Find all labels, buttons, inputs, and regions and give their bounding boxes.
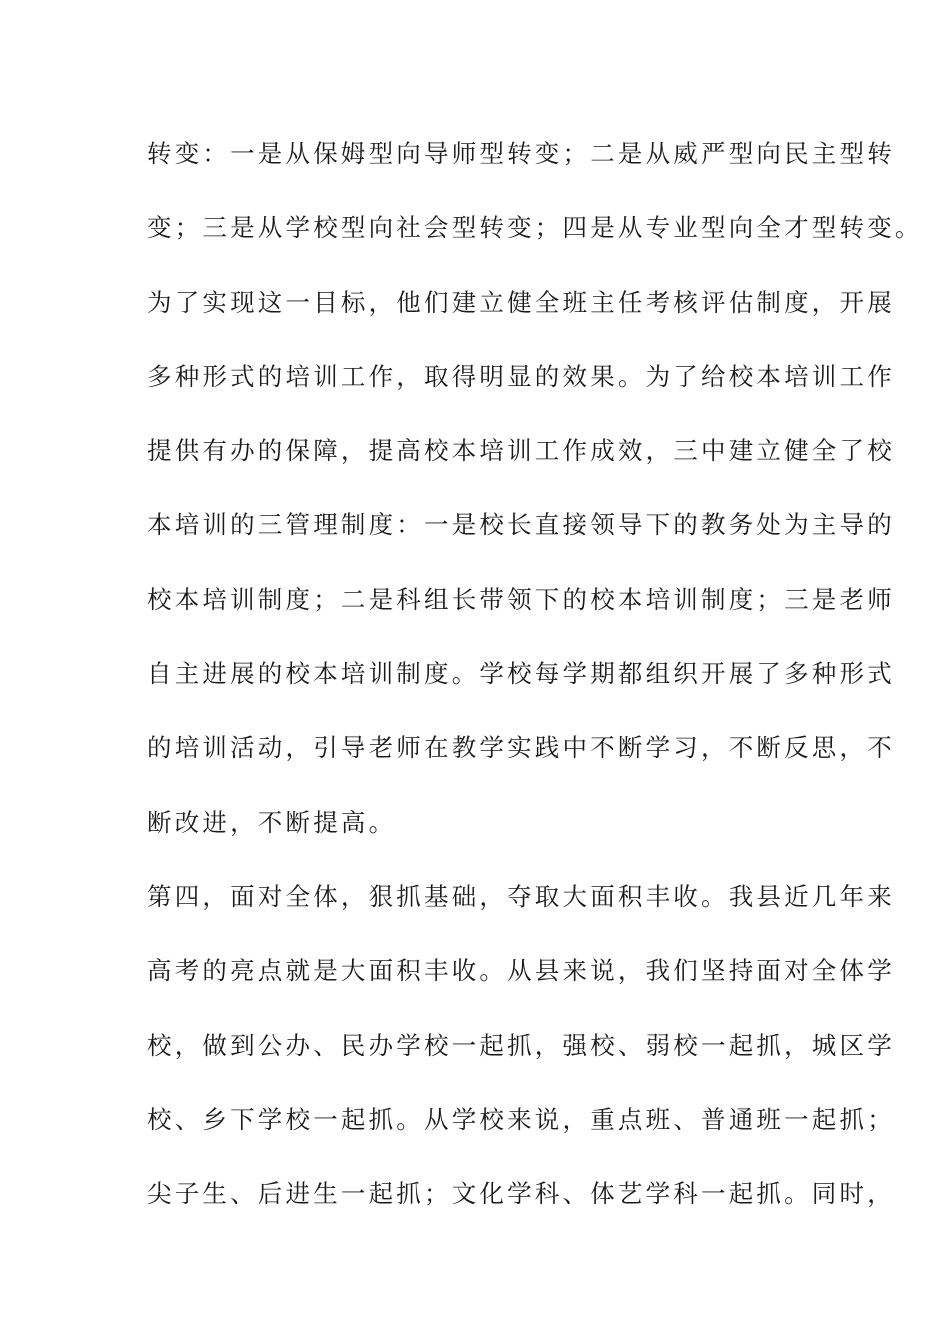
text-line: 尖子生、后进生一起抓；文化学科、体艺学科一起抓。同时，: [147, 1179, 895, 1209]
text-line: 高考的亮点就是大面积丰收。从县来说，我们坚持面对全体学: [147, 956, 895, 986]
text-line: 断改进，不断提高。: [147, 807, 397, 837]
text-line: 校、乡下学校一起抓。从学校来说，重点班、普通班一起抓；: [147, 1104, 895, 1134]
text-line: 第四，面对全体，狠抓基础，夺取大面积丰收。我县近几年来: [147, 881, 895, 911]
text-line: 转变：一是从保姆型向导师型转变；二是从威严型向民主型转: [147, 139, 895, 168]
body-text: [147, 134, 923, 1248]
text-line: 自主进展的校本培训制度。学校每学期都组织开展了多种形式: [147, 659, 895, 689]
text-line: 本培训的三管理制度：一是校长直接领导下的教务处为主导的: [147, 510, 895, 540]
text-line: 校，做到公办、民办学校一起抓，强校、弱校一起抓，城区学: [147, 1030, 895, 1060]
text-line: 为了实现这一目标，他们建立健全班主任考核评估制度，开展: [147, 287, 895, 317]
text-line: 多种形式的培训工作，取得明显的效果。为了给校本培训工作: [147, 361, 895, 391]
text-line: 变；三是从学校型向社会型转变；四是从专业型向全才型转变。: [147, 213, 923, 243]
text-line: 校本培训制度；二是科组长带领下的校本培训制度；三是老师: [147, 584, 895, 614]
text-line: 提供有办的保障，提高校本培训工作成效，三中建立健全了校: [147, 436, 895, 466]
text-line: 的培训活动，引导老师在教学实践中不断学习，不断反思，不: [147, 733, 895, 763]
